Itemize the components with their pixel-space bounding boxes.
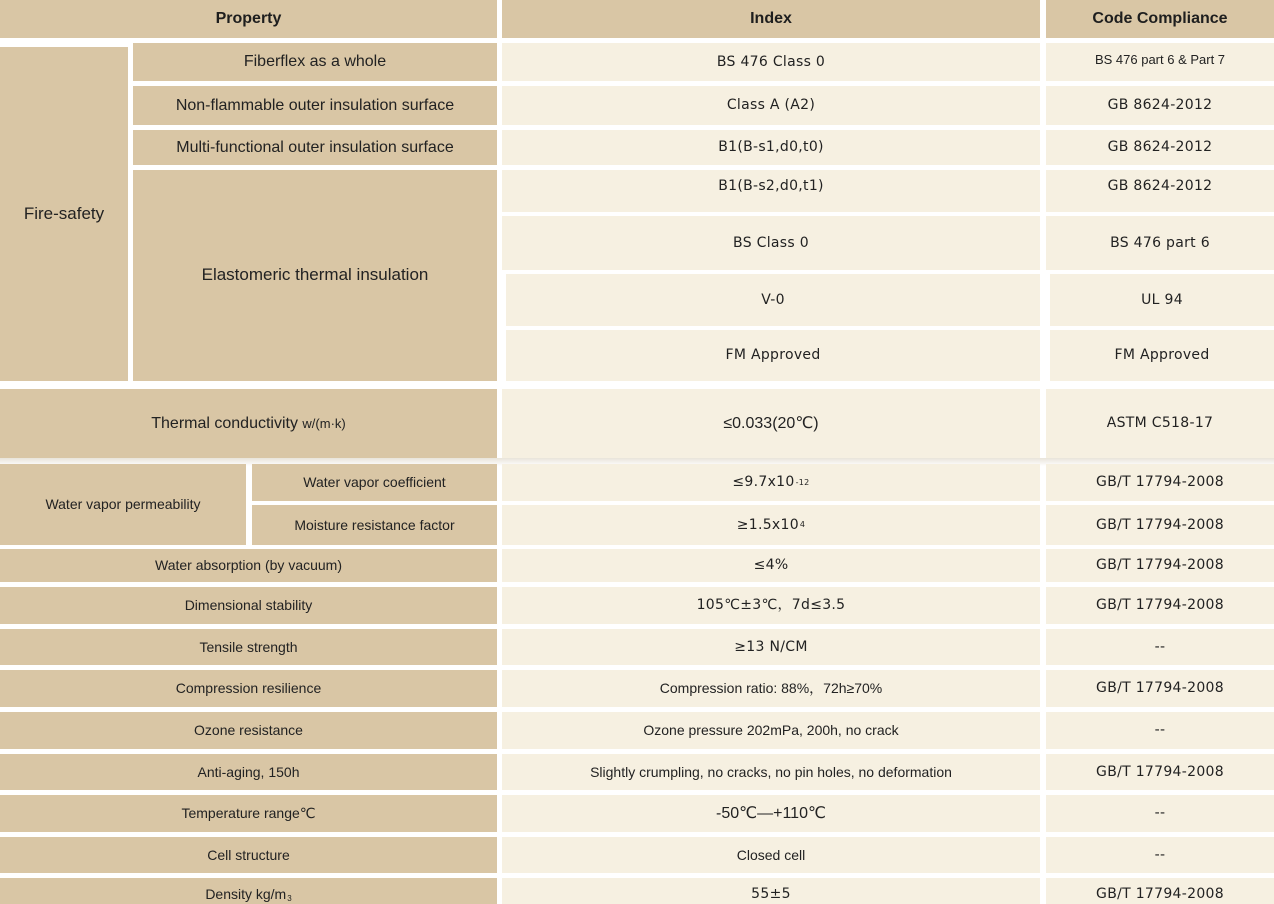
density-index: 55±5 bbox=[502, 878, 1040, 904]
thermal-unit: w/(m·k) bbox=[302, 415, 346, 431]
anti-aging-index: Slightly crumpling, no cracks, no pin holes, no deformation bbox=[502, 754, 1040, 790]
header-property: Property bbox=[0, 0, 497, 38]
anti-aging-code: GB/T 17794-2008 bbox=[1046, 754, 1274, 790]
coefficient-base: ≤9.7x10 bbox=[732, 474, 795, 491]
temperature-range-label: Temperature range℃ bbox=[0, 795, 497, 832]
moisture-base: ≥1.5x10 bbox=[736, 516, 799, 533]
moisture-exp: 4 bbox=[799, 520, 806, 529]
compression-resilience-label: Compression resilience bbox=[0, 670, 497, 707]
thermal-label bbox=[0, 389, 497, 458]
anti-aging-label: Anti-aging, 150h bbox=[0, 754, 497, 790]
coefficient-exp: -12 bbox=[795, 477, 810, 487]
moisture-resistance-code: GB/T 17794-2008 bbox=[1046, 505, 1274, 545]
dimensional-stability-index: 105℃±3℃，7d≤3.5 bbox=[502, 587, 1040, 624]
water-vapor-coefficient-index bbox=[502, 464, 1040, 501]
density-base: Density kg/m bbox=[205, 886, 287, 903]
multifunctional-label: Multi-functional outer insulation surface bbox=[133, 130, 497, 165]
temperature-range-index: -50℃—+110℃ bbox=[502, 795, 1040, 832]
density-code: GB/T 17794-2008 bbox=[1046, 878, 1274, 904]
compression-resilience-index: Compression ratio: 88%，72h≥70% bbox=[502, 670, 1040, 707]
ozone-resistance-code: -- bbox=[1046, 712, 1274, 749]
water-vapor-coefficient-code: GB/T 17794-2008 bbox=[1046, 464, 1274, 501]
multifunctional-code: GB 8624-2012 bbox=[1046, 130, 1274, 165]
dimensional-stability-code: GB/T 17794-2008 bbox=[1046, 587, 1274, 624]
ozone-resistance-index: Ozone pressure 202mPa, 200h, no crack bbox=[502, 712, 1040, 749]
elastomeric-code-1: GB 8624-2012 bbox=[1046, 170, 1274, 212]
elastomeric-code-3: UL 94 bbox=[1050, 274, 1274, 326]
multifunctional-index: B1(B-s1,d0,t0) bbox=[502, 130, 1040, 165]
elastomeric-index-2: BS Class 0 bbox=[502, 216, 1040, 270]
density-label bbox=[0, 878, 497, 904]
header-code-compliance: Code Compliance bbox=[1046, 0, 1274, 38]
tensile-strength-code: -- bbox=[1046, 629, 1274, 665]
water-vapor-coefficient-label: Water vapor coefficient bbox=[252, 464, 497, 501]
fiberflex-label: Fiberflex as a whole bbox=[133, 43, 497, 81]
elastomeric-index-4: FM Approved bbox=[506, 330, 1040, 381]
fire-safety-label: Fire-safety bbox=[0, 47, 128, 381]
water-absorption-label: Water absorption (by vacuum) bbox=[0, 549, 497, 582]
fiberflex-index: BS 476 Class 0 bbox=[502, 43, 1040, 81]
elastomeric-index-1: B1(B-s2,d0,t1) bbox=[502, 170, 1040, 212]
thermal-code: ASTM C518-17 bbox=[1046, 389, 1274, 458]
fiberflex-code: BS 476 part 6 & Part 7 bbox=[1046, 43, 1274, 81]
temperature-range-code: -- bbox=[1046, 795, 1274, 832]
tensile-strength-index: ≥13 N/CM bbox=[502, 629, 1040, 665]
elastomeric-index-3: V-0 bbox=[506, 274, 1040, 326]
moisture-resistance-label: Moisture resistance factor bbox=[252, 505, 497, 545]
thermal-label-text: Thermal conductivity bbox=[151, 414, 298, 432]
compression-resilience-code: GB/T 17794-2008 bbox=[1046, 670, 1274, 707]
water-vapor-label: Water vapor permeability bbox=[0, 464, 246, 545]
cell-structure-index: Closed cell bbox=[502, 837, 1040, 873]
cell-structure-label: Cell structure bbox=[0, 837, 497, 873]
ozone-resistance-label: Ozone resistance bbox=[0, 712, 497, 749]
nonflammable-label: Non-flammable outer insulation surface bbox=[133, 86, 497, 125]
elastomeric-code-2: BS 476 part 6 bbox=[1046, 216, 1274, 270]
density-exp: 3 bbox=[287, 894, 292, 903]
nonflammable-code: GB 8624-2012 bbox=[1046, 86, 1274, 125]
cell-structure-code: -- bbox=[1046, 837, 1274, 873]
elastomeric-label: Elastomeric thermal insulation bbox=[133, 170, 497, 381]
moisture-resistance-index bbox=[502, 505, 1040, 545]
nonflammable-index: Class A (A2) bbox=[502, 86, 1040, 125]
header-index: Index bbox=[502, 0, 1040, 38]
tensile-strength-label: Tensile strength bbox=[0, 629, 497, 665]
dimensional-stability-label: Dimensional stability bbox=[0, 587, 497, 624]
water-absorption-index: ≤4% bbox=[502, 549, 1040, 582]
thermal-index: ≤0.033(20℃) bbox=[502, 389, 1040, 458]
water-absorption-code: GB/T 17794-2008 bbox=[1046, 549, 1274, 582]
elastomeric-code-4: FM Approved bbox=[1050, 330, 1274, 381]
